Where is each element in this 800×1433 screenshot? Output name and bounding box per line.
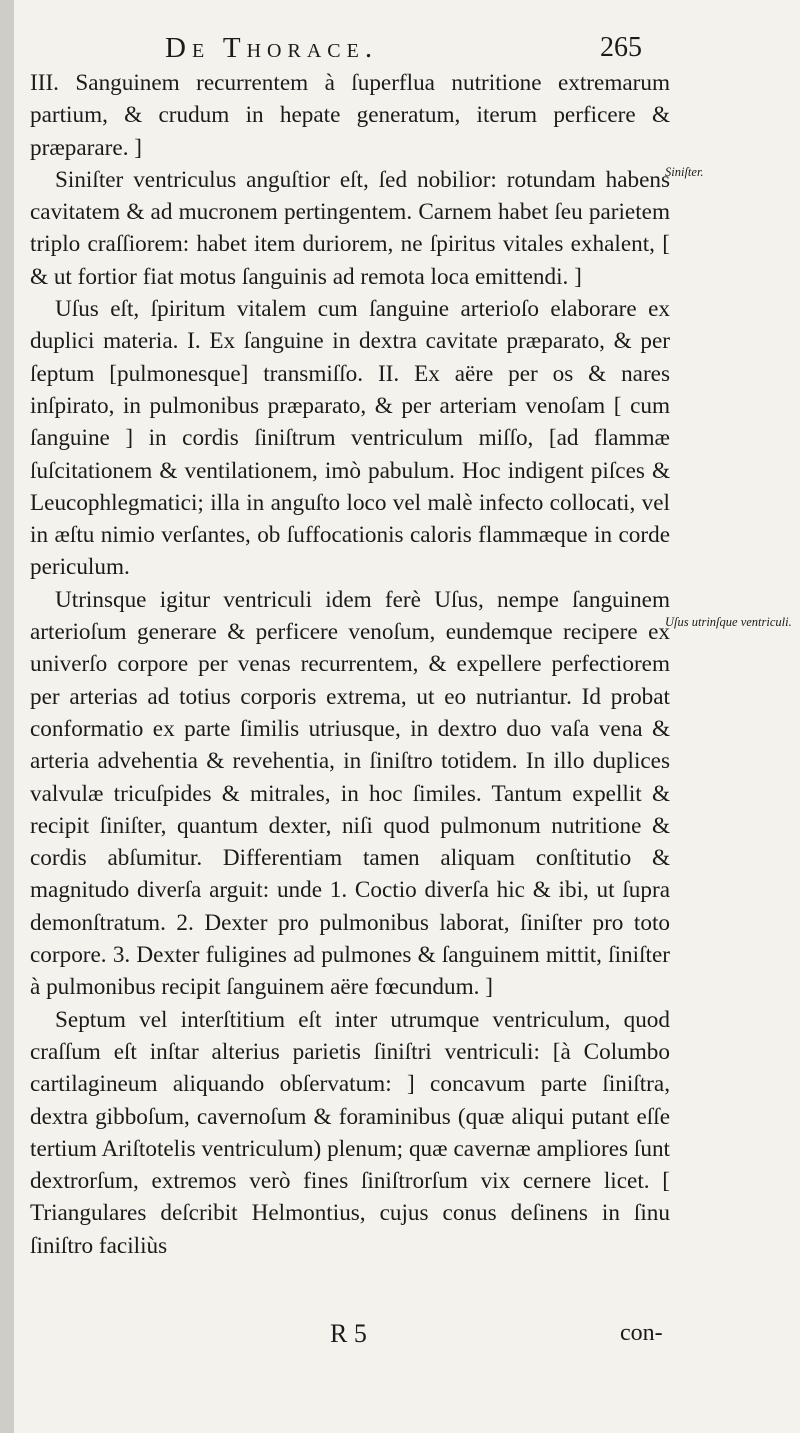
page-edge-shadow [0, 0, 14, 1433]
running-title: De Thorace. [165, 32, 379, 64]
paragraph-2: Siniſter ventriculus anguſtior eſt, ſed nobilior: rotundam habens cavitatem & ad mucronem pertingentem. Carnem habet ſeu parietem triplo craſſiorem: habet item duriorem, ne ſpiritus vitales exhalent, [ & ut fortior fiat motus ſanguinis ad remota loca emittendi. ] [30, 166, 670, 290]
margin-notes [665, 0, 795, 1433]
page-number: 265 [600, 32, 642, 63]
paragraph-5: Septum vel interſtitium eſt inter utrumque ventriculum, quod craſſum eſt inſtar alterius parietis ſiniſtri ventriculi: [à Columbo cartilagineum aliquando obſervatum: ] concavum parte ſiniſtra, dextra gibboſum, cavernoſum & foraminibus (quæ aliqui putant eſſe tertium Ariſtotelis ventriculum) plenum; quæ cavernæ ampliores ſunt dextrorſum, extremos verò fines ſiniſtrorſum vix cernere licet. [ Triangulares deſcribit Helmontius, cujus conus deſinens in ſinu ſiniſtro faciliùs [30, 1006, 670, 1259]
paragraph-3: Uſus eſt, ſpiritum vitalem cum ſanguine arterioſo elaborare ex duplici materia. I. Ex ſanguine in dextra cavitate præparato, & per ſeptum [pulmonesque] transmiſſo. II. Ex aëre per os & nares inſpirato, in pulmonibus præparato, & per arteriam venoſam [ cum ſanguine ] in cordis ſiniſtrum ventriculum miſſo, [ad flammæ ſuſcitationem & ventilationem, imò pabulum. Hoc indigent piſces & Leucophlegmatici; illa in anguſto loco vel malè infecto collocati, vel in æſtu nimio verſantes, ob ſuffocationis caloris flammæque in corde periculum. [30, 296, 670, 581]
signature-mark: R 5 [330, 1319, 367, 1348]
catchword: con- [620, 1320, 663, 1346]
paragraph-4: Utrinsque igitur ventriculi idem ferè Uſus, nempe ſanguinem arterioſum generare & perficere venoſum, eundemque recipere ex univerſo corpore per venas recurrentem, & expellere perfectiorem per arterias ad totius corporis extrema, ut eo nutriantur. Id probat conformatio ex parte ſimilis utriusque, in dextro duo vaſa vena & arteria advehentia & revehentia, in ſiniſtro totidem. In illo duplices valvulæ tricuſpides & mitrales, in hoc ſimiles. Tantum expellit & recipit ſiniſter, quantum dexter, niſi quod pulmonum nutritione & cordis abſumitur. Differentiam tamen aliquam conſtitutio & magnitudo diverſa arguit: unde 1. Coctio diverſa hic & ibi, ut ſupra demonſtratum. 2. Dexter pro pulmonibus laborat, ſiniſter pro toto corpore. 3. Dexter fuligines ad pulmones & ſanguinem mittit, ſiniſter à pulmonibus recipit ſanguinem aëre fœcundum. ] [30, 586, 670, 1001]
paragraph-1: III. Sanguinem recurrentem à ſuperflua nutritione extremarum partium, & crudum in hepate generatum, iterum perficere & præparare. ] [30, 70, 670, 161]
margin-note-usus: Uſus utrinſque ventriculi. [665, 615, 792, 629]
margin-note-sinister: Siniſter. [665, 165, 704, 179]
body-text [30, 67, 670, 1262]
